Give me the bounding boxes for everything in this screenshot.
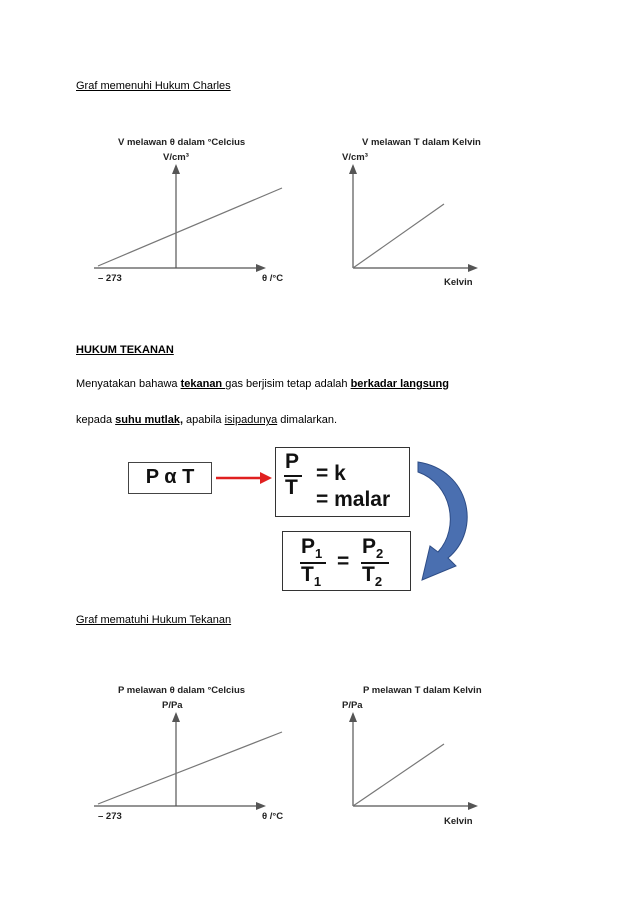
subscript-1: 1 bbox=[315, 546, 323, 562]
equals-sign: = bbox=[337, 550, 350, 573]
text-span: gas berjisim tetap adalah bbox=[225, 378, 351, 390]
y-axis-label: V/cm³ bbox=[163, 152, 189, 163]
denominator-t: T bbox=[285, 476, 298, 499]
subscript-2: 2 bbox=[376, 546, 384, 562]
text-span: apabila bbox=[183, 414, 225, 426]
heading-pressure-graph: Graf mematuhi Hukum Tekanan bbox=[76, 614, 232, 626]
equals-malar: = malar bbox=[316, 488, 391, 511]
numerator-p: P bbox=[285, 450, 300, 473]
keyword-berkadar-langsung: berkadar langsung bbox=[350, 378, 449, 390]
data-line bbox=[353, 744, 444, 806]
graph-title: P melawan T dalam Kelvin bbox=[363, 685, 482, 696]
x-axis-arrow bbox=[468, 802, 478, 810]
keyword-isipadunya: isipadunya bbox=[224, 414, 278, 426]
x-origin-label: – 273 bbox=[98, 811, 122, 822]
text-span: dimalarkan. bbox=[277, 414, 338, 426]
p-symbol: P bbox=[301, 535, 316, 558]
t-symbol: T bbox=[301, 563, 314, 586]
t-symbol: T bbox=[362, 563, 375, 586]
text-span: Menyatakan bahawa bbox=[76, 378, 181, 390]
y-axis-arrow bbox=[172, 712, 180, 722]
x-axis-label: θ /°C bbox=[262, 273, 284, 284]
subscript-2: 2 bbox=[374, 574, 383, 590]
heading-charles: Graf memenuhi Hukum Charles bbox=[76, 80, 231, 92]
subscript-1: 1 bbox=[313, 574, 322, 590]
y-axis-label: P/Pa bbox=[342, 700, 363, 711]
graph-title: V melawan θ dalam °Celcius bbox=[118, 137, 246, 148]
graph-title: V melawan T dalam Kelvin bbox=[362, 137, 481, 148]
y-axis-label: P/Pa bbox=[162, 700, 183, 711]
y-axis-arrow bbox=[349, 712, 357, 722]
keyword-tekanan: tekanan bbox=[180, 378, 226, 390]
proportional-text: P α T bbox=[145, 466, 195, 488]
x-axis-label: Kelvin bbox=[444, 277, 473, 288]
p-symbol: P bbox=[362, 535, 377, 558]
x-axis-label: θ /°C bbox=[262, 811, 284, 822]
pressure-law-heading: HUKUM TEKANAN bbox=[76, 344, 174, 356]
x-origin-label: – 273 bbox=[98, 273, 122, 284]
y-axis-label: V/cm³ bbox=[342, 152, 368, 163]
x-axis-arrow bbox=[256, 802, 266, 810]
data-line bbox=[98, 732, 282, 804]
text-span: kepada bbox=[76, 414, 116, 426]
graph-title: P melawan θ dalam °Celcius bbox=[118, 685, 246, 696]
keyword-suhu-mutlak: suhu mutlak, bbox=[115, 414, 183, 426]
equals-k: = k bbox=[316, 462, 346, 485]
x-axis-label: Kelvin bbox=[444, 816, 473, 827]
